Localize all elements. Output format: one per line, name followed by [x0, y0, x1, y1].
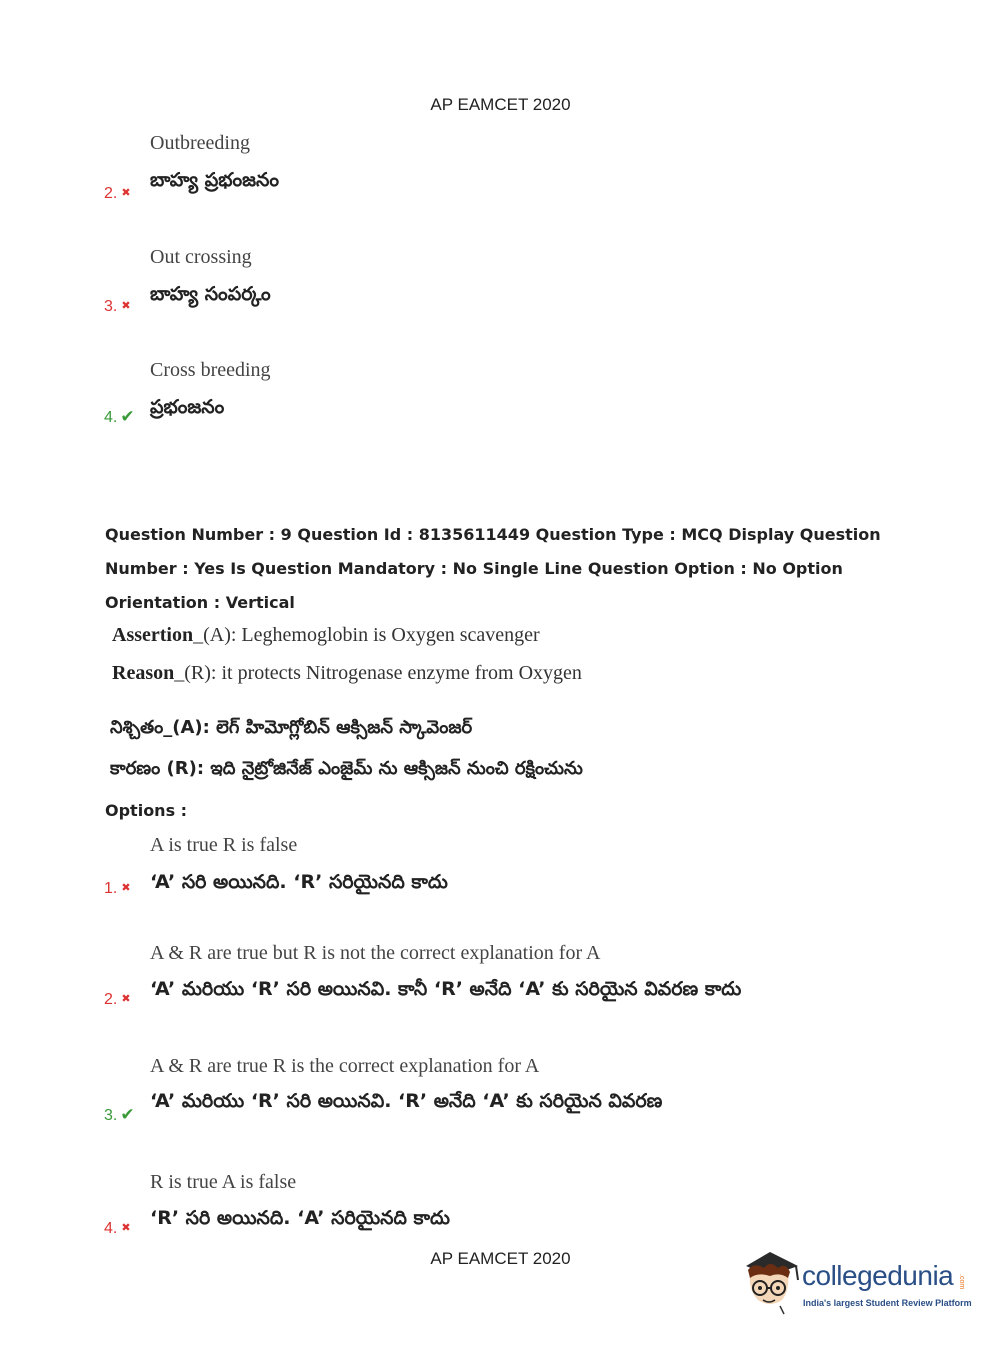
option-number: 2. ✖ — [104, 991, 131, 1008]
option-number: 4. ✔ — [104, 407, 135, 426]
option-telugu: ప్రభంజనం — [150, 396, 225, 418]
cross-icon: ✖ — [121, 300, 131, 312]
option-number: 1. ✖ — [104, 880, 131, 897]
logo-tagline: India's largest Student Review Platform — [803, 1298, 972, 1308]
reason-line: Reason_(R): it protects Nitrogenase enzyme from Oxygen — [112, 662, 582, 684]
assertion-telugu: నిశ్చితం_(A): లెగ్ హిమోగ్లోబిన్ ఆక్సిజన్ స్కావెంజర్ — [110, 717, 473, 738]
option-telugu: ‘R’ సరి అయినది. ‘A’ సరియైనది కాదు — [150, 1207, 450, 1229]
option-number: 3. ✔ — [104, 1105, 135, 1124]
check-icon: ✔ — [120, 1105, 135, 1124]
assertion-line: Assertion_(A): Leghemoglobin is Oxygen scavenger — [112, 624, 540, 646]
option-telugu: బాహ్య సంపర్కం — [150, 283, 271, 305]
check-icon: ✔ — [120, 407, 135, 426]
logo-wordmark: collegedunia — [802, 1260, 954, 1291]
collegedunia-logo[interactable] — [740, 1246, 970, 1316]
option-number: 3. ✖ — [104, 298, 131, 315]
option-english: Outbreeding — [150, 132, 250, 154]
reason-telugu: కారణం (R): ఇది నైట్రోజినేజ్ ఎంజైమ్ ను ఆక్సిజన్ నుంచి రక్షించును — [110, 758, 583, 779]
cross-icon: ✖ — [121, 187, 131, 199]
option-english: A & R are true but R is not the correct explanation for A — [150, 942, 601, 964]
option-number: 2. ✖ — [104, 185, 131, 202]
page-footer-title: AP EAMCET 2020 — [430, 1249, 571, 1268]
options-label: Options : — [105, 801, 188, 820]
cross-icon: ✖ — [121, 1222, 131, 1234]
question-meta: Question Number : 9 Question Id : 8135611449 Question Type : MCQ Display Question Number : Yes Is Question Mandatory : No Single Line Question Option : No Option Orientation : Vertical — [105, 525, 881, 612]
mascot-icon — [740, 1246, 802, 1316]
option-english: A is true R is false — [150, 834, 298, 856]
option-english: R is true A is false — [150, 1171, 297, 1193]
option-telugu: ‘A’ సరి అయినది. ‘R’ సరియైనది కాదు — [150, 871, 448, 893]
option-telugu: బాహ్య ప్రభంజనం — [150, 169, 279, 191]
cross-icon: ✖ — [121, 993, 131, 1005]
cross-icon: ✖ — [121, 882, 131, 894]
option-telugu: ‘A’ మరియు ‘R’ సరి అయినవి. కానీ ‘R’ అనేది ‘A’ కు సరియైన వివరణ కాదు — [150, 978, 742, 1000]
option-telugu: ‘A’ మరియు ‘R’ సరి అయినవి. ‘R’ అనేది ‘A’ కు సరియైన వివరణ — [150, 1090, 663, 1112]
option-english: A & R are true R is the correct explanation for A — [150, 1055, 540, 1077]
option-english: Out crossing — [150, 246, 252, 268]
option-number: 4. ✖ — [104, 1220, 131, 1237]
option-english: Cross breeding — [150, 359, 271, 381]
page-header-title: AP EAMCET 2020 — [430, 95, 571, 114]
logo-dotcom: .com — [958, 1274, 965, 1290]
